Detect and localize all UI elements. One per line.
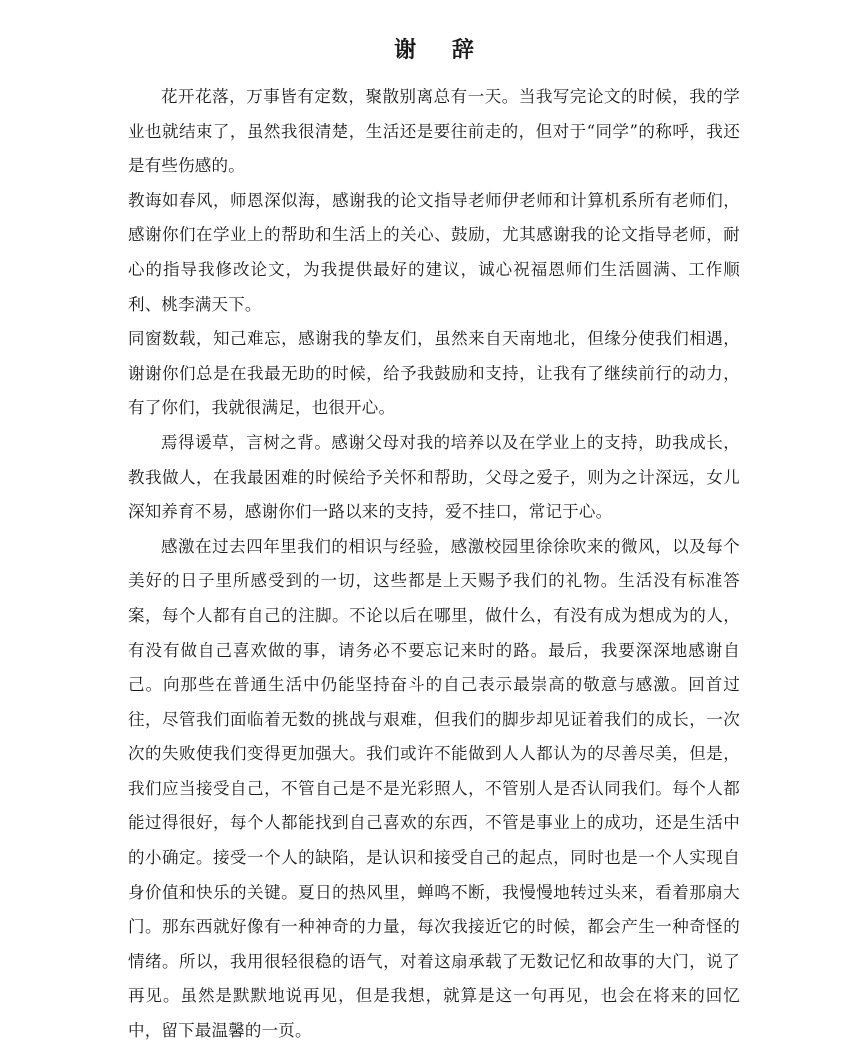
acknowledgement-page: [128, 30, 740, 1049]
paragraph-farewell: 花开花落，万事皆有定数，聚散别离总有一天。当我写完论文的时候，我的学业也就结束了，虽然我很清楚，生活还是要往前走的，但对于“同学”的称呼，我还是有些伤感的。: [128, 87, 740, 176]
paragraph-self: 感激在过去四年里我们的相识与经验，感激校园里徐徐吹来的微风，以及每个美好的日子里所感受到的一切，这些都是上天赐予我们的礼物。生活没有标准答案，每个人都有自己的注脚。不论以后在哪里，做什么，有没有成为想成为的人，有没有做自己喜欢做的事，请务必不要忘记来时的路。最后，我要深深地感谢自己。向那些在普通生活中仍能坚持奋斗的自己表示最崇高的敬意与感激。回首过往，尽管我们面临着无数的挑战与艰难，但我们的脚步却见证着我们的成长，一次次的失败使我们变得更加强大。我们或许不能做到人人都认为的尽善尽美，但是，我们应当接受自己，不管自己是不是光彩照人，不管别人是否认同我们。每个人都能过得很好，每个人都能找到自己喜欢的东西，不管是事业上的成功，还是生活中的小确定。接受一个人的缺陷，是认识和接受自己的起点，同时也是一个人实现自身价值和快乐的关键。夏日的热风里，蝉鸣不断，我慢慢地转过头来，看着那扇大门。那东西就好像有一种神奇的力量，每次我接近它的时候，都会产生一种奇怪的情绪。所以，我用很轻很稳的语气，对着这扇承载了无数记忆和故事的大门，说了再见。虽然是默默地说再见，但是我想，就算是这一句再见，也会在将来的回忆中，留下最温馨的一页。: [128, 536, 740, 1041]
page-title: 谢 辞: [394, 37, 488, 63]
paragraph-parents: 焉得谖草，言树之背。感谢父母对我的培养以及在学业上的支持，助我成长，教我做人，在我最困难的时候给予关怀和帮助，父母之爱子，则为之计深远，女儿深知养育不易，感谢你们一路以来的支持，爱不挂口，常记于心。: [128, 432, 740, 522]
paragraph-teachers: 教诲如春风，师恩深似海，感谢我的论文指导老师伊老师和计算机系所有老师们，感谢你们在学业上的帮助和生活上的关心、鼓励，尤其感谢我的论文指导老师，耐心的指导我修改论文，为我提供最好的建议，诚心祝福恩师们生活圆满、工作顺利、桃李满天下。: [128, 190, 740, 314]
paragraph-friends: 同窗数载，知己难忘，感谢我的挚友们，虽然来自天南地北，但缘分使我们相遇，谢谢你们总是在我最无助的时候，给予我鼓励和支持，让我有了继续前行的动力，有了你们，我就很满足，也很开心。: [128, 329, 740, 418]
